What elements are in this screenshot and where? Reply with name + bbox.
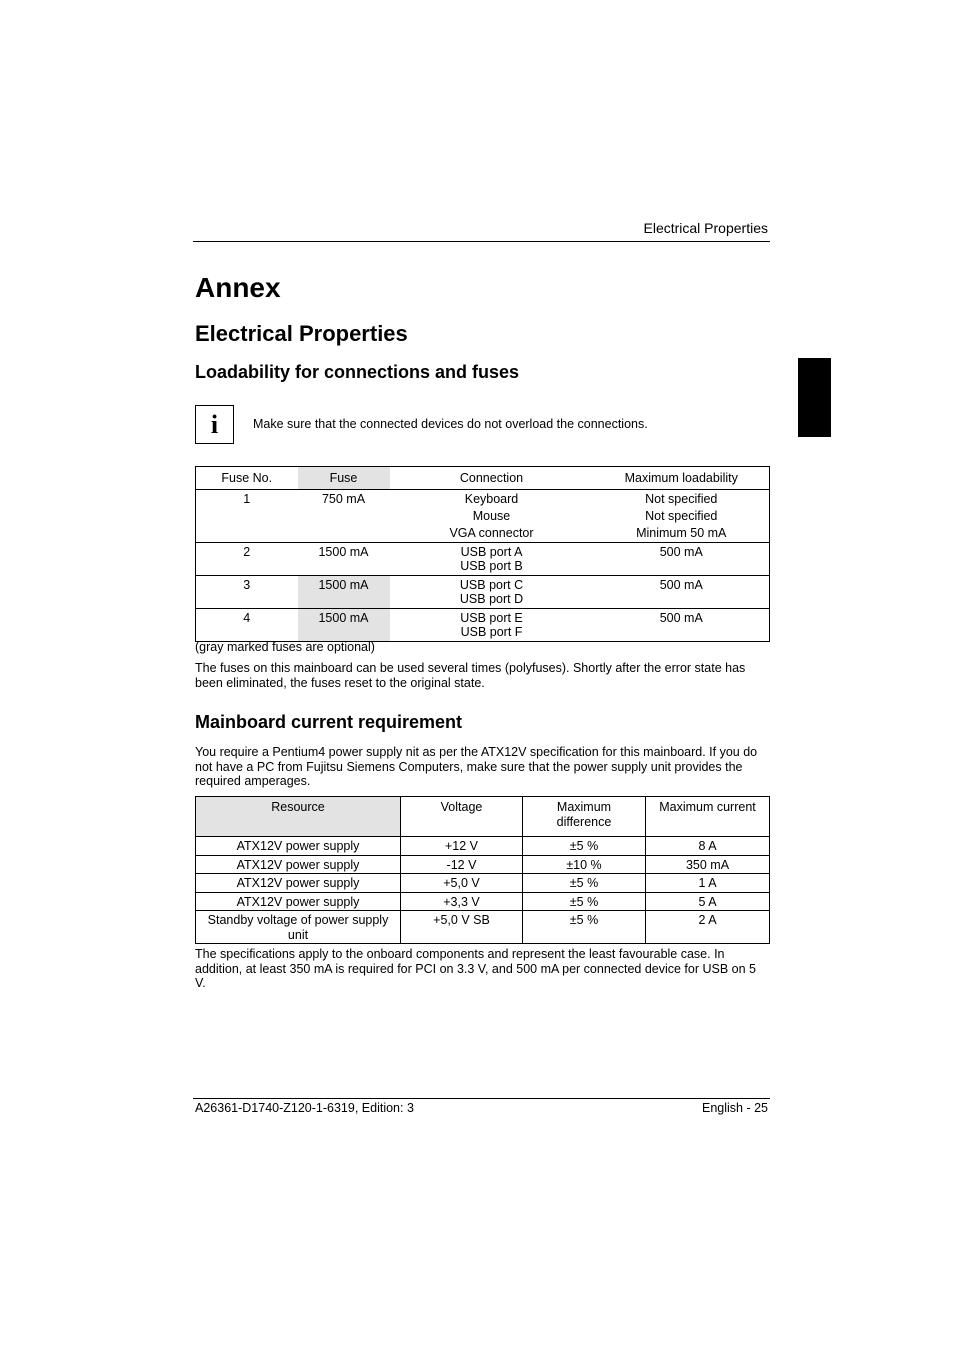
table-row (196, 837, 770, 856)
chapter-tab-marker (798, 358, 831, 437)
section-title: Electrical Properties (195, 321, 408, 346)
subsection-title-loadability: Loadability for connections and fuses (195, 362, 520, 382)
footer-doc-id: A26361-D1740-Z120-1-6319, Edition: 3 (195, 1101, 414, 1115)
resource-cell: ATX12V power supply (196, 855, 401, 874)
connection-line: USB port D (459, 592, 524, 606)
fuse-no: 1 (243, 492, 251, 506)
current-header-voltage: Voltage (401, 797, 523, 837)
current-cell: 2 A (646, 911, 770, 944)
difference-cell: ±5 % (523, 837, 646, 856)
resource-cell: Standby voltage of power supply unit (196, 911, 401, 944)
spec-note-paragraph: The specifications apply to the onboard components and represent the least favourable case. In addition, at least 350 mA is required for PCI on 3.3 V, and 500 mA per connected device for USB on 5 V. (195, 947, 756, 990)
info-icon: i (195, 405, 234, 444)
header-rule (193, 241, 770, 242)
current-cell: 350 mA (646, 855, 770, 874)
fuse-loadability (594, 490, 770, 543)
fuse-loadability: 500 mA (594, 609, 770, 642)
current-cell: 5 A (646, 892, 770, 911)
connection-line: Mouse (472, 509, 511, 523)
fuse-no: 3 (196, 576, 298, 609)
fuse-connection (390, 490, 594, 543)
fuse-no: 4 (196, 609, 298, 642)
power-intro-paragraph: You require a Pentium4 power supply nit as per the ATX12V specification for this mainboard. If you do not have a PC from Fujitsu Siemens Computers, make sure that the power supply unit provides the required amperages. (195, 745, 758, 788)
fuse-header-no: Fuse No. (196, 467, 298, 490)
connection-line: USB port C (459, 578, 524, 592)
fuse-table (195, 466, 770, 642)
loadability-line: Not specified (645, 509, 718, 523)
table-row (196, 609, 770, 642)
fuse-table-note: (gray marked fuses are optional) (195, 640, 375, 654)
running-header: Electrical Properties (643, 220, 768, 236)
voltage-cell: +5,0 V (401, 874, 523, 893)
voltage-cell: +3,3 V (401, 892, 523, 911)
difference-cell: ±10 % (523, 855, 646, 874)
current-cell: 8 A (646, 837, 770, 856)
difference-cell: ±5 % (523, 874, 646, 893)
fuse-rating: 750 mA (321, 492, 366, 506)
current-header-difference: Maximum difference (523, 797, 646, 837)
table-row (196, 543, 770, 576)
difference-cell: ±5 % (523, 911, 646, 944)
fuse-rating: 1500 mA (298, 543, 390, 576)
table-row (196, 576, 770, 609)
footer-rule (193, 1098, 770, 1099)
fuse-connection (390, 609, 594, 642)
table-row (196, 490, 770, 543)
fuse-connection (390, 543, 594, 576)
resource-cell: ATX12V power supply (196, 892, 401, 911)
loadability-line: Not specified (645, 492, 718, 506)
connection-line: USB port F (460, 625, 523, 639)
connection-line: USB port A (460, 545, 523, 559)
current-cell: 1 A (646, 874, 770, 893)
table-row (196, 874, 770, 893)
connection-line: USB port B (460, 559, 523, 573)
subsection-title-mainboard: Mainboard current requirement (195, 712, 463, 732)
fuse-rating: 1500 mA (298, 609, 390, 642)
table-row (196, 892, 770, 911)
fuse-rating: 1500 mA (298, 576, 390, 609)
current-table (195, 796, 770, 944)
fuse-header-loadability: Maximum loadability (594, 467, 770, 490)
fuse-header-connection: Connection (390, 467, 594, 490)
connection-line: USB port E (460, 611, 523, 625)
fuse-loadability: 500 mA (594, 576, 770, 609)
difference-cell: ±5 % (523, 892, 646, 911)
table-row (196, 911, 770, 944)
current-header-current: Maximum current (646, 797, 770, 837)
connection-line: VGA connector (449, 526, 534, 540)
fuse-no: 2 (196, 543, 298, 576)
fuse-header-fuse: Fuse (298, 467, 390, 490)
table-row (196, 855, 770, 874)
connection-line: Keyboard (464, 492, 519, 506)
voltage-cell: +5,0 V SB (401, 911, 523, 944)
voltage-cell: -12 V (401, 855, 523, 874)
voltage-cell: +12 V (401, 837, 523, 856)
polyfuse-paragraph: The fuses on this mainboard can be used several times (polyfuses). Shortly after the error state has been eliminated, the fuses reset to the original state. (195, 661, 746, 690)
resource-cell: ATX12V power supply (196, 837, 401, 856)
current-header-resource: Resource (196, 797, 401, 837)
chapter-title: Annex (195, 272, 281, 303)
footer-page-number: English - 25 (701, 1101, 768, 1115)
fuse-connection (390, 576, 594, 609)
info-note: Make sure that the connected devices do not overload the connections. (253, 417, 648, 431)
resource-cell: ATX12V power supply (196, 874, 401, 893)
loadability-line: Minimum 50 mA (636, 526, 727, 540)
fuse-loadability: 500 mA (594, 543, 770, 576)
